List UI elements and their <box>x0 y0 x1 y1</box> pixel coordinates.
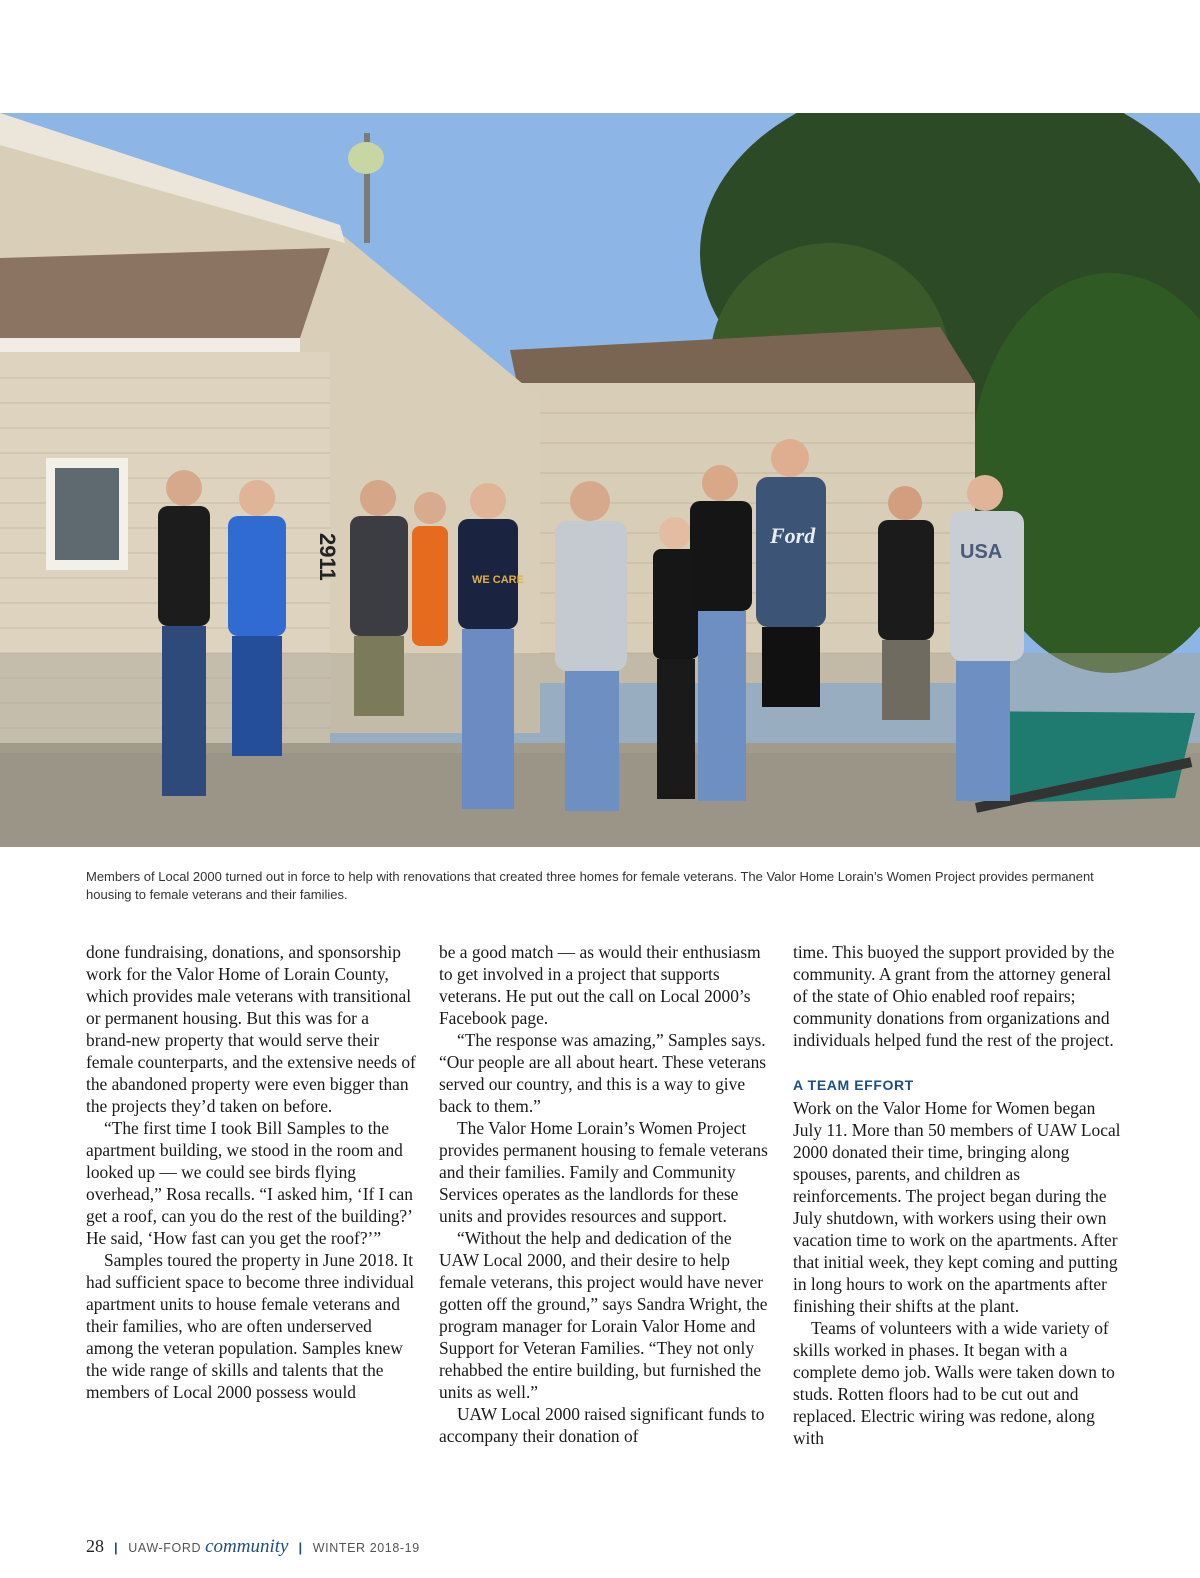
section-heading: A TEAM EFFORT <box>793 1077 914 1093</box>
paragraph: UAW Local 2000 raised significant funds to accompany their donation of <box>439 1404 765 1446</box>
article-column-3 <box>793 941 1125 1449</box>
shirt-text-usa: USA <box>960 541 1003 563</box>
footer-separator: | <box>114 1540 119 1555</box>
page-footer <box>86 1536 420 1560</box>
paragraph: be a good match — as would their enthusiasm to get involved in a project that supports veterans. He put out the call on Local 2000’s Facebook page. <box>439 942 761 1028</box>
issue-label: WINTER 2018-19 <box>312 1541 420 1555</box>
paragraph: Teams of volunteers with a wide variety of skills worked in phases. It began with a complete demo job. Walls were taken down to studs. Rotten floors had to be cut out and replaced. Electric wiring was redone, along with <box>793 1318 1115 1448</box>
group-photo <box>0 113 1200 847</box>
magazine-brand <box>128 1536 288 1558</box>
paragraph: “The response was amazing,” Samples says. “Our people are all about heart. These veterans served our country, and this is a way to give back to them.” <box>439 1030 767 1116</box>
paragraph: “The first time I took Bill Samples to the apartment building, we stood in the room and looked up — we could see birds flying overhead,” Rosa recalls. “I asked him, ‘If I can get a roof, can you do the rest of the building?’ He said, ‘How fast can you get the roof?’” <box>86 1118 413 1248</box>
article-column-2 <box>439 941 771 1447</box>
paragraph: “Without the help and dedication of the UAW Local 2000, and their desire to help female veterans, this project would have never gotten off the ground,” says Sandra Wright, the program manager for Lorain Valor Home and Support for Veteran Families. “They not only rehabbed the entire building, but furnished the units as well.” <box>439 1228 768 1402</box>
paragraph: done fundraising, donations, and sponsorship work for the Valor Home of Lorain County, which provides male veterans with transitional or permanent housing. But this was for a brand-new property that would serve their female counterparts, and the extensive needs of the abandoned property were even bigger than the projects they’d taken on before. <box>86 942 416 1116</box>
article-column-1 <box>86 941 418 1403</box>
photo-caption: Members of Local 2000 turned out in force to help with renovations that created three homes for female veterans. The Valor Home Lorain’s Women Project provides permanent housing to female veterans and their families. <box>86 869 1094 902</box>
shirt-text-ford: Ford <box>770 523 816 548</box>
paragraph: Samples toured the property in June 2018. It had sufficient space to become three individual apartment units to house female veterans and their families, who are often underserved among the veteran population. Samples knew the wide range of skills and talents that the members of Local 2000 possess would <box>86 1250 415 1402</box>
brand-script: community <box>205 1536 289 1557</box>
brand-prefix: UAW-FORD <box>128 1541 202 1555</box>
footer-separator: | <box>298 1540 303 1555</box>
page-number: 28 <box>86 1536 104 1556</box>
address-number: 2911 <box>315 533 340 581</box>
paragraph: The Valor Home Lorain’s Women Project provides permanent housing to female veterans and their families. Family and Community Services operates as the landlords for these units and provides resources and support. <box>439 1118 768 1226</box>
shirt-text-wecare: WE CARE <box>472 574 524 586</box>
paragraph: time. This buoyed the support provided by the community. A grant from the attorney general of the state of Ohio enabled roof repairs; community donations from organizations and individuals helped fund the rest of the project. <box>793 942 1115 1050</box>
paragraph: Work on the Valor Home for Women began July 11. More than 50 members of UAW Local 2000 donated their time, bringing along spouses, parents, and children as reinforcements. The project began during the July shutdown, with workers using their own vacation time to work on the apartments. After that initial week, they kept coming and putting in long hours to work on the apartments after finishing their shifts at the plant. <box>793 1098 1121 1316</box>
